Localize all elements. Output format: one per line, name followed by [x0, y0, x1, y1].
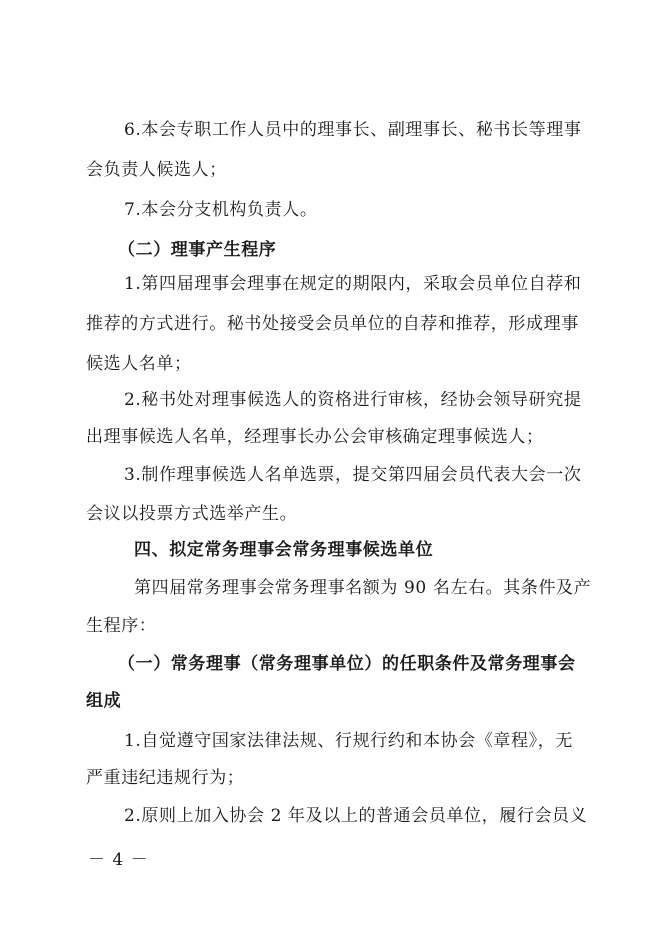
- text-line-item7: 7.本会分支机构负责人。: [124, 200, 318, 220]
- section-heading-director-procedure: （二）理事产生程序: [118, 240, 277, 260]
- text-line-procedure1-line1: 1.第四届理事会理事在规定的期限内，采取会员单位自荐和: [124, 274, 582, 294]
- text-line-procedure1-line3: 候选人名单；: [86, 354, 192, 374]
- text-line-item6-line2: 会负责人候选人；: [86, 160, 227, 180]
- text-line-procedure3-line2: 会议以投票方式选举产生。: [86, 504, 298, 524]
- text-line-procedure2-line1: 2.秘书处对理事候选人的资格进行审核，经协会领导研究提: [124, 390, 582, 410]
- text-line-procedure1-line2: 推荐的方式进行。秘书处接受会员单位的自荐和推荐，形成理事: [86, 314, 579, 334]
- page-number: － 4 －: [88, 850, 149, 870]
- text-line-condition1-line2: 严重违纪违规行为；: [86, 768, 245, 788]
- text-line-standing-quota-line1: 第四届常务理事会常务理事名额为 90 名左右。其条件及产: [134, 578, 592, 598]
- text-line-condition1-line1: 1.自觉遵守国家法律法规、行规行约和本协会《章程》，无: [124, 731, 573, 751]
- section-heading-four: 四、拟定常务理事会常务理事候选单位: [134, 540, 434, 560]
- text-line-procedure2-line2: 出理事候选人名单，经理事长办公会审核确定理事候选人；: [86, 427, 544, 447]
- text-line-item6-line1: 6.本会专职工作人员中的理事长、副理事长、秘书长等理事: [124, 120, 582, 140]
- text-line-procedure3-line1: 3.制作理事候选人名单选票，提交第四届会员代表大会一次: [124, 465, 582, 485]
- text-line-condition2-line1: 2.原则上加入协会 2 年及以上的普通会员单位，履行会员义: [124, 806, 588, 826]
- section-heading-standing-conditions: （一）常务理事（常务理事单位）的任职条件及常务理事会: [118, 654, 576, 674]
- text-line-standing-quota-line2: 生程序：: [86, 616, 157, 636]
- section-heading-standing-conditions-cont: 组成: [86, 691, 122, 711]
